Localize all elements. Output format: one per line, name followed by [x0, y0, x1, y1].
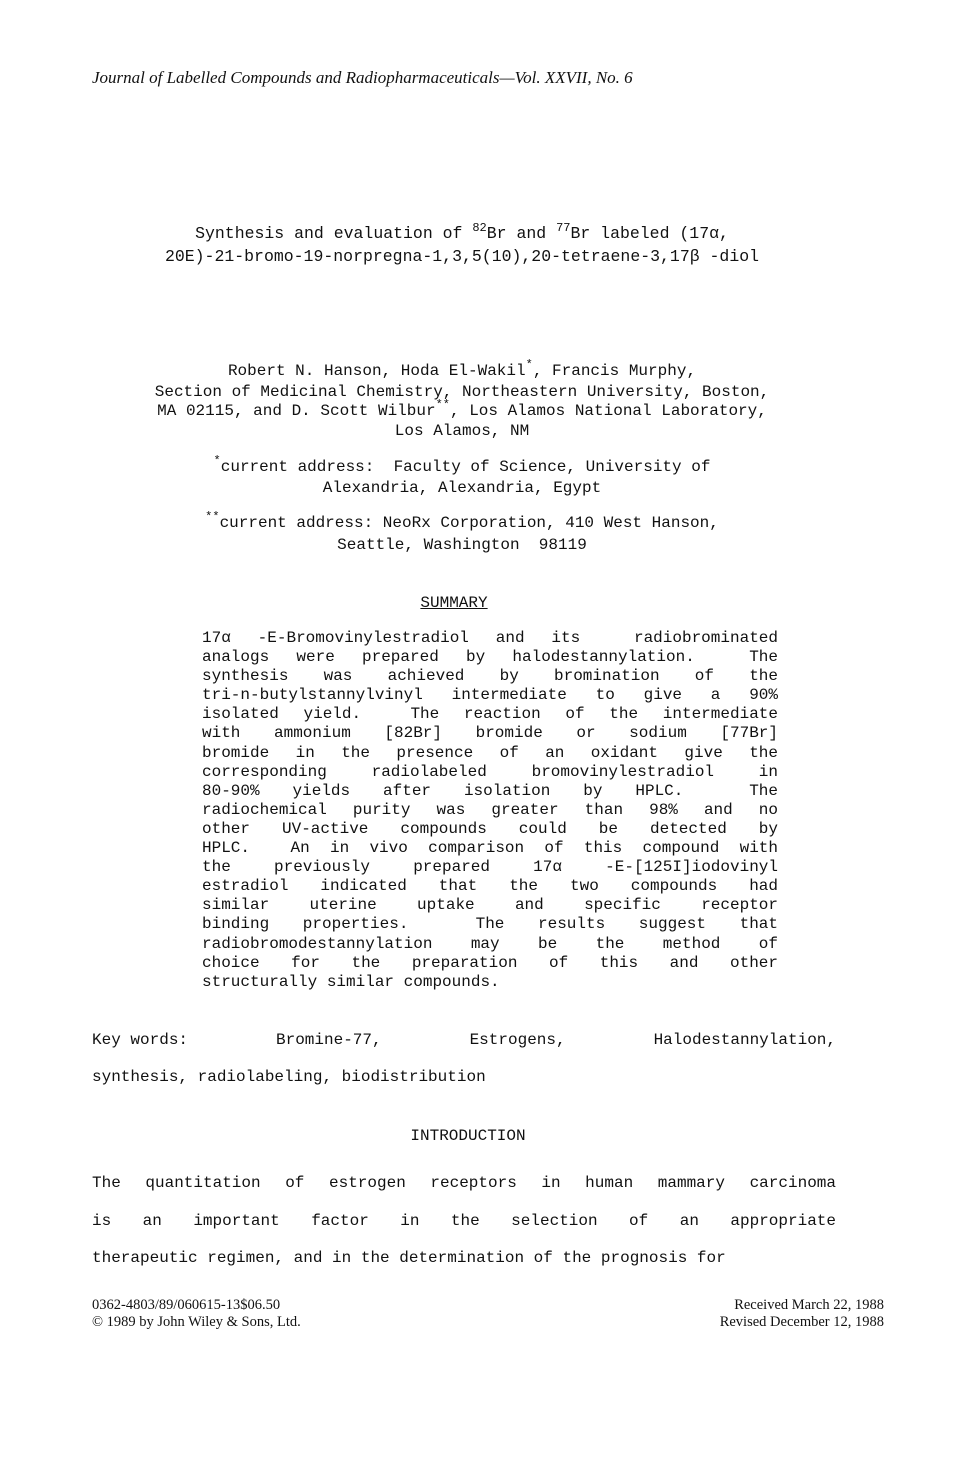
authors-line-1 — [0, 357, 924, 380]
footnote-mark: ** — [205, 509, 220, 524]
keyword: Halodestannylation, — [653, 1031, 836, 1049]
summary-line: tri-n-butylstannylvinyl intermediate to give a 90% — [202, 686, 778, 705]
summary-line: radiochemical purity was greater than 98% and no — [202, 800, 778, 819]
isotope-superscript: 82 — [472, 220, 487, 235]
summary-line: corresponding radiolabeled bromovinylestradiol in — [202, 762, 778, 781]
summary-line: bromide in the presence of an oxidant give the — [202, 743, 778, 762]
footnote-text: current address: Faculty of Science, University of — [220, 458, 711, 476]
title-text: Synthesis and evaluation of — [195, 224, 473, 243]
introduction-heading: INTRODUCTION — [410, 1127, 526, 1145]
revised-date: Revised December 12, 1988 — [719, 1314, 884, 1330]
journal-header: Journal of Labelled Compounds and Radiopharmaceuticals—Vol. XXVII, No. 6 — [92, 68, 633, 87]
authors-line-3 — [0, 397, 924, 420]
author-text: Robert N. Hanson, Hoda El-Wakil — [227, 362, 526, 380]
author-text: MA 02115, and D. Scott Wilbur — [157, 402, 436, 420]
affiliation-location: Los Alamos, NM — [394, 422, 530, 440]
summary-line: other UV-active compounds could be detected by — [202, 819, 778, 838]
summary-line: isolated yield. The reaction of the intermediate — [202, 705, 778, 724]
summary-line: binding properties. The results suggest that — [202, 915, 778, 934]
footnote-mark: * — [525, 357, 533, 372]
footnote-1-line-2: Alexandria, Alexandria, Egypt — [322, 479, 602, 497]
footnote-2-line-2: Seattle, Washington 98119 — [337, 536, 587, 554]
summary-line: HPLC. An in vivo comparison of this compound with — [202, 839, 778, 858]
summary-line: 80-90% yields after isolation by HPLC. The — [202, 781, 778, 800]
summary-line: the previously prepared 17α -E-[125I]iodovinyl — [202, 858, 778, 877]
article-code: 0362-4803/89/060615-13$06.50 — [92, 1297, 281, 1313]
summary-heading: SUMMARY — [420, 594, 488, 612]
introduction-line: therapeutic regimen, and in the determination of the prognosis for — [92, 1249, 726, 1267]
footnote-mark: * — [213, 453, 221, 468]
summary-line: synthesis was achieved by bromination of the — [202, 667, 778, 686]
introduction-line: is an important factor in the selection of an appropriate — [92, 1212, 836, 1230]
keyword: Estrogens, — [469, 1031, 566, 1049]
paper-title-line-1 — [0, 220, 924, 243]
summary-line: estradiol indicated that the two compounds had — [202, 877, 778, 896]
footnote-2-line-1 — [0, 509, 924, 532]
keywords-line-1 — [92, 1031, 836, 1049]
keyword: Bromine-77, — [275, 1031, 382, 1049]
keywords-label: Key words: — [92, 1031, 189, 1049]
summary-line: 17α -E-Bromovinylestradiol and its radiobrominated — [202, 629, 778, 647]
title-text: Br labeled (17α, — [570, 224, 729, 243]
footnote-mark: ** — [435, 397, 450, 412]
title-text: Br and — [486, 224, 557, 243]
footnote-1-line-1 — [0, 453, 924, 476]
summary-line: analogs were prepared by halodestannylation. The — [202, 648, 778, 667]
summary-line: similar uterine uptake and specific receptor — [202, 896, 778, 915]
summary-body — [202, 629, 778, 992]
keywords-line-2: synthesis, radiolabeling, biodistribution — [92, 1068, 486, 1086]
summary-line: with ammonium [82Br] bromide or sodium [77Br] — [202, 724, 778, 743]
introduction-line: The quantitation of estrogen receptors in human mammary carcinoma — [92, 1174, 836, 1192]
author-text: , Francis Murphy, — [532, 362, 697, 380]
affiliation-line: Section of Medicinal Chemistry, Northeastern University, Boston, — [154, 383, 770, 401]
received-date: Received March 22, 1988 — [734, 1297, 884, 1313]
author-text: , Los Alamos National Laboratory, — [450, 402, 767, 420]
isotope-superscript: 77 — [556, 220, 571, 235]
footnote-text: current address: NeoRx Corporation, 410 West Hanson, — [219, 514, 719, 532]
summary-line: radiobromodestannylation may be the method of — [202, 934, 778, 953]
copyright-notice: © 1989 by John Wiley & Sons, Ltd. — [92, 1314, 301, 1330]
summary-line: choice for the preparation of this and other — [202, 953, 778, 972]
summary-line: structurally similar compounds. — [202, 972, 500, 991]
paper-title-line-2: 20E)-21-bromo-19-norpregna-1,3,5(10),20-tetraene-3,17β -diol — [164, 247, 760, 266]
